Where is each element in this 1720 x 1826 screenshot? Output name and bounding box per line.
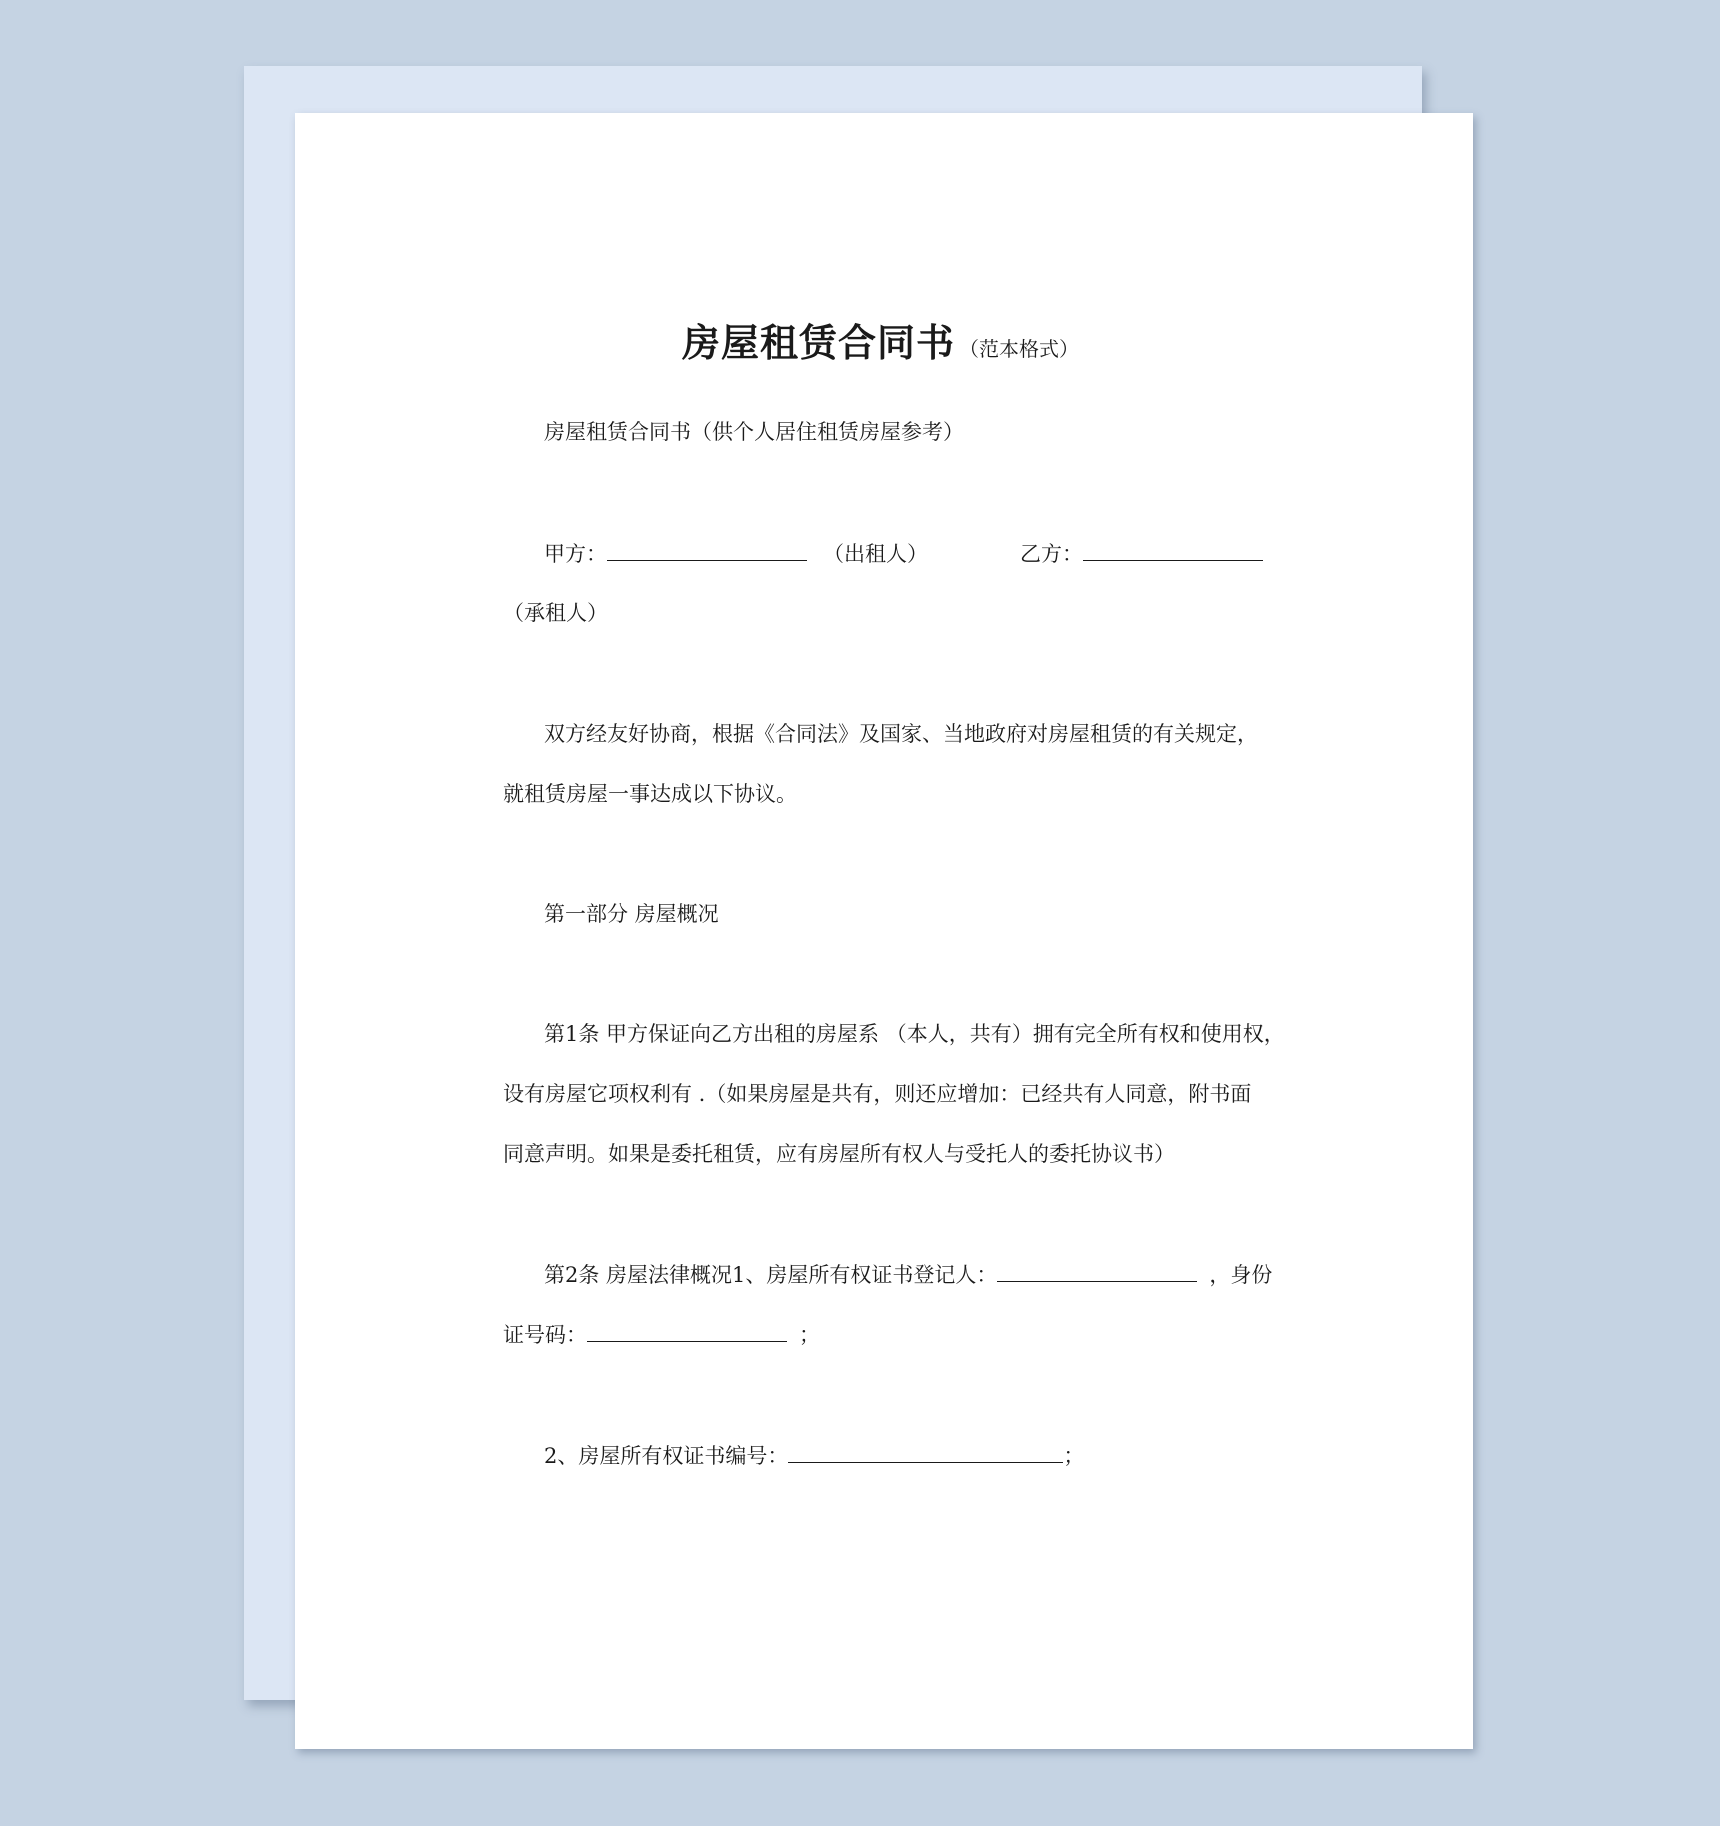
article2-line1-post: ，身份: [1209, 1263, 1273, 1287]
certificate-number-blank[interactable]: [788, 1440, 1063, 1463]
article2-line1-pre: 第2条 房屋法律概况1、房屋所有权证书登记人：: [544, 1263, 998, 1287]
article2-line-1: [544, 1259, 1272, 1290]
part1-heading: 第一部分 房屋概况: [544, 902, 719, 926]
party-b-blank[interactable]: [1083, 538, 1263, 561]
article2-line2-post: ；: [799, 1323, 820, 1347]
party-a-line: [544, 538, 928, 569]
document-title: [682, 312, 1079, 367]
document-subtitle: 房屋租赁合同书（供个人居住租赁房屋参考）: [544, 420, 964, 444]
article2-line-2: [503, 1319, 820, 1350]
title-main: 房屋租赁合同书: [682, 321, 956, 365]
article2-item2-post: ；: [1063, 1444, 1085, 1468]
article1-line-2: 设有房屋它项权利有 .（如果房屋是共有，则还应增加：已经共有人同意，附书面: [503, 1082, 1252, 1106]
intro-line-2: 就租赁房屋一事达成以下协议。: [503, 782, 797, 806]
article1-line-1: 第1条 甲方保证向乙方出租的房屋系 （本人，共有）拥有完全所有权和使用权，: [544, 1022, 1285, 1046]
party-a-blank[interactable]: [607, 538, 807, 561]
article2-item2-pre: 2、房屋所有权证书编号：: [544, 1444, 789, 1468]
party-b-label: 乙方：: [1020, 542, 1083, 566]
owner-name-blank[interactable]: [997, 1259, 1197, 1282]
party-b-line: [1020, 538, 1263, 569]
article2-item-2: [544, 1440, 1084, 1471]
article2-line2-pre: 证号码：: [503, 1323, 587, 1347]
intro-line-1: 双方经友好协商，根据《合同法》及国家、当地政府对房屋租赁的有关规定，: [544, 722, 1258, 746]
party-a-label: 甲方：: [544, 542, 607, 566]
title-sub: （范本格式）: [959, 337, 1080, 361]
id-number-blank[interactable]: [587, 1319, 787, 1342]
party-b-role: （承租人）: [503, 601, 608, 625]
party-a-role: （出租人）: [823, 542, 928, 566]
article1-line-3: 同意声明。如果是委托租赁，应有房屋所有权人与受托人的委托协议书）: [503, 1142, 1175, 1166]
